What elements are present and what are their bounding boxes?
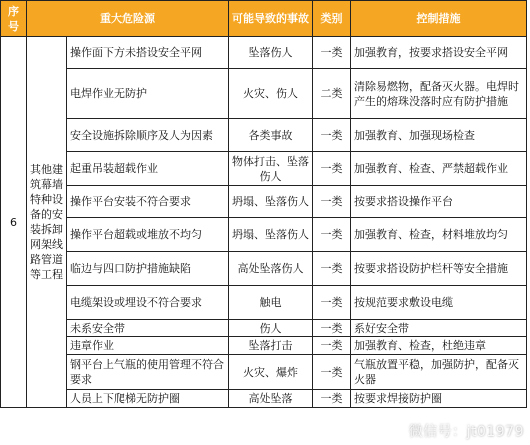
hazard-cell: 违章作业 <box>67 337 229 355</box>
header-class: 类别 <box>313 1 351 37</box>
measure-cell: 加强教育、检查、严禁超载作业 <box>351 152 527 186</box>
class-cell: 一类 <box>313 355 351 390</box>
header-row <box>1 1 527 37</box>
accident-cell: 伤人 <box>229 320 313 337</box>
accident-cell: 触电 <box>229 286 313 320</box>
class-cell: 二类 <box>313 69 351 119</box>
class-cell: 一类 <box>313 320 351 337</box>
hazard-cell: 钢平台上气瓶的使用管理不符合要求 <box>67 355 229 390</box>
measure-cell: 清除易燃物，配备灭火器。电焊时产生的熔珠没落时应有防护措施 <box>351 69 527 119</box>
accident-cell: 火灾、伤人 <box>229 69 313 119</box>
measure-cell: 按要求搭设操作平台 <box>351 186 527 218</box>
table-row <box>1 320 527 337</box>
header-measure: 控制措施 <box>351 1 527 37</box>
accident-cell: 各类事故 <box>229 119 313 152</box>
table-row <box>1 355 527 390</box>
hazard-cell: 操作平台安装不符合要求 <box>67 186 229 218</box>
class-cell: 一类 <box>313 337 351 355</box>
measure-cell: 按要求搭设防护栏杆等安全措施 <box>351 252 527 286</box>
measure-cell: 按要求焊接防护圈 <box>351 390 527 408</box>
table-row <box>1 119 527 152</box>
measure-cell: 加强教育、加强现场检查 <box>351 119 527 152</box>
table-row <box>1 337 527 355</box>
class-cell: 一类 <box>313 119 351 152</box>
class-cell: 一类 <box>313 37 351 69</box>
table-row <box>1 390 527 408</box>
table-row <box>1 152 527 186</box>
hazard-cell: 安全设施拆除顺序及人为因素 <box>67 119 229 152</box>
hazard-cell: 起重吊装超载作业 <box>67 152 229 186</box>
hazard-cell: 未系安全带 <box>67 320 229 337</box>
hazard-cell: 操作平台超载或堆放不均匀 <box>67 218 229 252</box>
accident-cell: 高处坠落伤人 <box>229 252 313 286</box>
measure-cell: 加强教育、检查，材料堆放均匀 <box>351 218 527 252</box>
measure-cell: 加强教育、检查，杜绝违章 <box>351 337 527 355</box>
class-cell: 一类 <box>313 286 351 320</box>
measure-cell: 系好安全带 <box>351 320 527 337</box>
header-index: 序号 <box>1 1 27 37</box>
measure-cell: 气瓶放置平稳，加强防护，配备灭火器 <box>351 355 527 390</box>
watermark: 微信号：jt01979 <box>408 424 524 440</box>
class-cell: 一类 <box>313 218 351 252</box>
table-row <box>1 286 527 320</box>
class-cell: 一类 <box>313 390 351 408</box>
measure-cell: 加强教育，按要求搭设安全平网 <box>351 37 527 69</box>
table-row <box>1 186 527 218</box>
header-accident: 可能导致的事故 <box>229 1 313 37</box>
hazard-cell: 人员上下爬梯无防护圈 <box>67 390 229 408</box>
class-cell: 一类 <box>313 186 351 218</box>
accident-cell: 火灾、爆炸 <box>229 355 313 390</box>
measure-cell: 按规范要求敷设电缆 <box>351 286 527 320</box>
accident-cell: 坠落伤人 <box>229 37 313 69</box>
table-row <box>1 218 527 252</box>
header-hazard: 重大危险源 <box>27 1 229 37</box>
hazard-cell: 电缆架设或埋设不符合要求 <box>67 286 229 320</box>
accident-cell: 坍塌、坠落伤人 <box>229 186 313 218</box>
table-row <box>1 37 527 69</box>
hazard-cell: 临边与四口防护措施缺陷 <box>67 252 229 286</box>
accident-cell: 物体打击、坠落伤人 <box>229 152 313 186</box>
accident-cell: 坠落打击 <box>229 337 313 355</box>
class-cell: 一类 <box>313 252 351 286</box>
table-row <box>1 69 527 119</box>
class-cell: 一类 <box>313 152 351 186</box>
table-row <box>1 252 527 286</box>
group-index: 6 <box>1 37 27 408</box>
hazard-cell: 电焊作业无防护 <box>67 69 229 119</box>
hazard-cell: 操作面下方未搭设安全平网 <box>67 37 229 69</box>
group-category: 其他建筑幕墙特种设备的安装拆卸网架线路管道等工程 <box>27 37 67 408</box>
accident-cell: 高处坠落 <box>229 390 313 408</box>
accident-cell: 坍塌、坠落伤人 <box>229 218 313 252</box>
